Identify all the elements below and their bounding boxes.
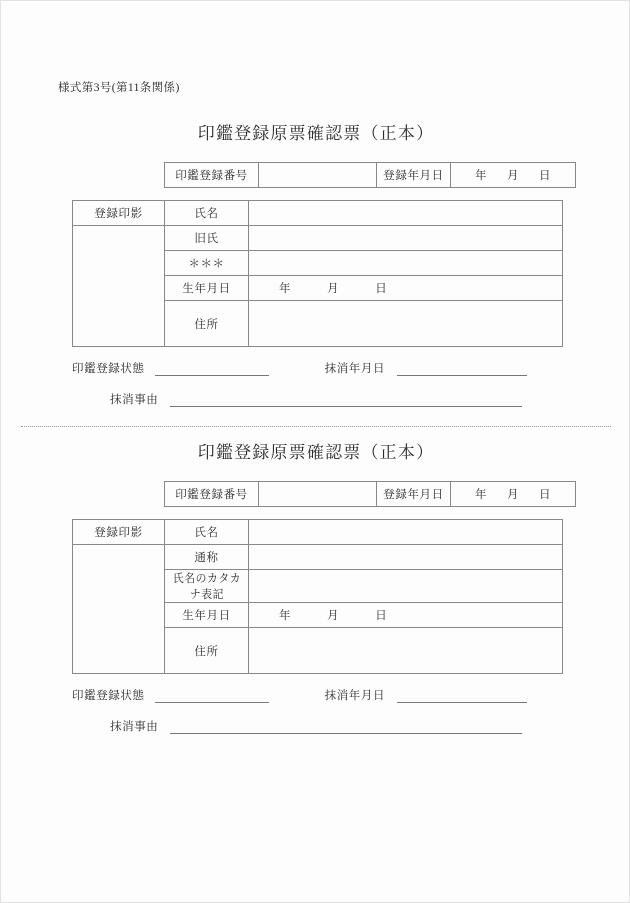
seal-impression-label: 登録印影 bbox=[73, 201, 165, 226]
month-marker: 月 bbox=[327, 283, 340, 295]
registration-number-value[interactable] bbox=[259, 163, 377, 188]
alias-label: 通称 bbox=[165, 545, 249, 570]
day-marker: 日 bbox=[375, 283, 388, 295]
seal-impression-area[interactable] bbox=[73, 545, 165, 674]
name-label: 氏名 bbox=[165, 520, 249, 545]
registrant-details-table bbox=[72, 200, 563, 347]
registrant-details-table bbox=[72, 519, 563, 674]
registration-date-value[interactable] bbox=[451, 163, 576, 188]
name-value[interactable] bbox=[249, 520, 563, 545]
month-marker: 月 bbox=[506, 489, 520, 501]
seal-impression-label: 登録印影 bbox=[73, 520, 165, 545]
day-marker: 日 bbox=[538, 170, 552, 182]
year-marker: 年 bbox=[279, 610, 292, 622]
birthdate-value[interactable] bbox=[249, 276, 563, 301]
registration-status-label: 印鑑登録状態 bbox=[72, 690, 145, 702]
registration-date-label: 登録年月日 bbox=[377, 482, 451, 507]
registration-date-value[interactable] bbox=[451, 482, 576, 507]
birthdate-value[interactable] bbox=[249, 603, 563, 628]
birthdate-label: 生年月日 bbox=[165, 276, 249, 301]
form-section-primary bbox=[1, 119, 630, 407]
form-number: 様式第3号(第11条関係) bbox=[58, 82, 180, 94]
table-row bbox=[73, 520, 563, 545]
page-title-secondary: 印鑑登録原票確認票（正本） bbox=[197, 443, 435, 462]
table-row bbox=[165, 163, 576, 188]
table-row bbox=[73, 201, 563, 226]
footer-fields bbox=[72, 360, 630, 407]
asterisk-value[interactable] bbox=[249, 251, 563, 276]
status-line bbox=[72, 687, 630, 703]
seal-impression-area[interactable] bbox=[73, 226, 165, 347]
registration-status-field[interactable] bbox=[155, 691, 269, 703]
day-marker: 日 bbox=[538, 489, 552, 501]
birthdate-label: 生年月日 bbox=[165, 603, 249, 628]
name-label: 氏名 bbox=[165, 201, 249, 226]
cancel-reason-field[interactable] bbox=[170, 395, 522, 407]
year-marker: 年 bbox=[474, 489, 488, 501]
cancel-reason-label: 抹消事由 bbox=[110, 721, 159, 733]
address-label: 住所 bbox=[165, 628, 249, 674]
address-label: 住所 bbox=[165, 301, 249, 347]
asterisk-label: ＊＊＊ bbox=[165, 251, 249, 276]
registration-date-label: 登録年月日 bbox=[377, 163, 451, 188]
katakana-name-value[interactable] bbox=[249, 570, 563, 603]
table-row bbox=[73, 545, 563, 570]
day-marker: 日 bbox=[375, 610, 388, 622]
footer-fields bbox=[72, 687, 630, 734]
name-value[interactable] bbox=[249, 201, 563, 226]
registration-number-table bbox=[164, 162, 576, 188]
cancel-date-field[interactable] bbox=[397, 691, 527, 703]
cancel-reason-label: 抹消事由 bbox=[110, 394, 159, 406]
registration-row-wrapper bbox=[164, 162, 630, 188]
year-marker: 年 bbox=[474, 170, 488, 182]
address-value[interactable] bbox=[249, 301, 563, 347]
registration-number-label: 印鑑登録番号 bbox=[165, 163, 259, 188]
registration-status-label: 印鑑登録状態 bbox=[72, 363, 145, 375]
reason-line bbox=[72, 718, 630, 734]
month-marker: 月 bbox=[506, 170, 520, 182]
registration-status-field[interactable] bbox=[155, 364, 269, 376]
former-name-value[interactable] bbox=[249, 226, 563, 251]
katakana-name-label: 氏名のカタカナ表記 bbox=[167, 570, 246, 603]
cancel-date-field[interactable] bbox=[397, 364, 527, 376]
cancel-date-label: 抹消年月日 bbox=[324, 690, 386, 702]
registration-number-table bbox=[164, 481, 576, 507]
alias-value[interactable] bbox=[249, 545, 563, 570]
dotted-cut-line bbox=[21, 426, 611, 427]
former-name-label: 旧氏 bbox=[165, 226, 249, 251]
page-title: 印鑑登録原票確認票（正本） bbox=[197, 124, 435, 143]
status-line bbox=[72, 360, 630, 376]
month-marker: 月 bbox=[327, 610, 340, 622]
main-table-wrapper bbox=[72, 200, 630, 347]
registration-row-wrapper bbox=[164, 481, 630, 507]
registration-number-label: 印鑑登録番号 bbox=[165, 482, 259, 507]
form-section-secondary bbox=[1, 438, 630, 734]
address-value[interactable] bbox=[249, 628, 563, 674]
cancel-reason-field[interactable] bbox=[170, 722, 522, 734]
table-row bbox=[73, 226, 563, 251]
table-row bbox=[165, 482, 576, 507]
registration-number-value[interactable] bbox=[259, 482, 377, 507]
cancel-date-label: 抹消年月日 bbox=[324, 363, 386, 375]
reason-line bbox=[72, 391, 630, 407]
main-table-wrapper bbox=[72, 519, 630, 674]
year-marker: 年 bbox=[279, 283, 292, 295]
